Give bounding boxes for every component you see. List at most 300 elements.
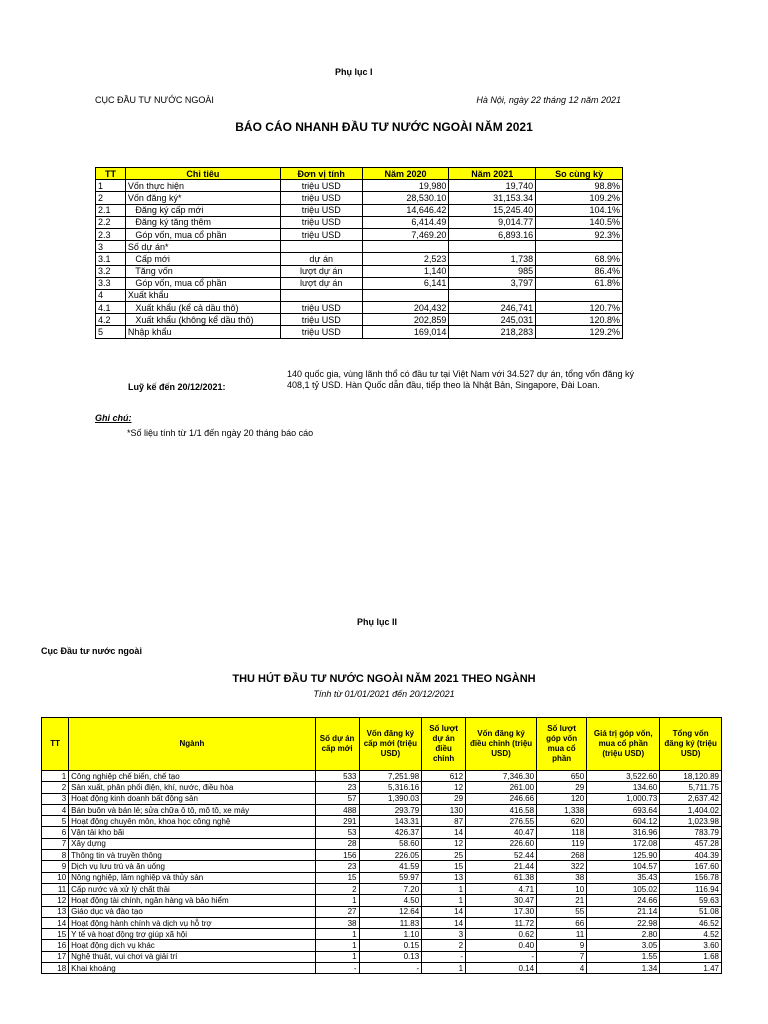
sector-cell: 1 [315,895,359,906]
sector-header-cell: TT [42,718,69,771]
summary-cell: 2.1 [96,204,126,216]
sector-cell: 3.60 [660,940,722,951]
sector-cell: 61.38 [466,872,537,883]
summary-cell: 140.5% [536,216,623,228]
summary-cell: 19,980 [362,180,449,192]
sector-cell: 1 [42,771,69,782]
summary-cell: 129.2% [536,326,623,338]
summary-cell: 92.3% [536,228,623,240]
sector-cell: - [359,963,422,974]
summary-header-cell: So cùng kỳ [536,168,623,180]
summary-cell: Góp vốn, mua cổ phần [125,228,280,240]
summary-cell: 120.7% [536,302,623,314]
sector-cell: 5 [42,816,69,827]
sector-cell: 783.79 [660,827,722,838]
sector-cell: - [466,951,537,962]
summary-cell: 9,014.77 [449,216,536,228]
sector-cell: 58.60 [359,838,422,849]
sector-cell: 11 [42,883,69,894]
summary-cell: 246,741 [449,302,536,314]
sector-cell: 167.60 [660,861,722,872]
cumulative-text: 140 quốc gia, vùng lãnh thổ có đầu tư tại Việt Nam với 34.527 dự án, tổng vốn đăng ký 408,1 tỷ USD. Hàn Quốc dẫn đầu, tiếp theo là Nhật Bản, Singapore, Đài Loan. [287,369,635,390]
sector-cell: 1,000.73 [587,793,660,804]
sector-cell: 3.05 [587,940,660,951]
summary-cell: 120.8% [536,314,623,326]
summary-cell: 86.4% [536,265,623,277]
summary-cell: dự án [280,253,362,265]
sector-cell: 1 [315,940,359,951]
summary-table [95,167,623,339]
sector-cell: 7,251.98 [359,771,422,782]
sector-cell: 18 [42,963,69,974]
sector-cell: 120 [537,793,587,804]
summary-cell: Xuất khẩu (không kể dầu thô) [125,314,280,326]
summary-cell: 61.8% [536,277,623,289]
sector-cell: 0.13 [359,951,422,962]
sector-cell: 416.58 [466,804,537,815]
sector-row [42,872,722,883]
summary-cell: 31,153.34 [449,192,536,204]
sector-row [42,861,722,872]
summary-cell: 4.2 [96,314,126,326]
sector-cell: 2.80 [587,929,660,940]
sector-cell: 322 [537,861,587,872]
sector-row [42,850,722,861]
sector-cell: 13 [42,906,69,917]
sector-cell: 17 [42,951,69,962]
summary-cell: triệu USD [280,204,362,216]
sector-cell: 28 [315,838,359,849]
sector-cell: 693.64 [587,804,660,815]
summary-cell: 6,893.16 [449,228,536,240]
summary-cell: 19,740 [449,180,536,192]
summary-cell: 2 [96,192,126,204]
sector-cell: 426.37 [359,827,422,838]
summary-cell: lượt dự án [280,277,362,289]
sector-cell: 5,316.16 [359,782,422,793]
sector-cell: 156 [315,850,359,861]
summary-row [96,253,623,265]
sector-cell: 29 [537,782,587,793]
summary-cell: 1,140 [362,265,449,277]
sector-cell: 246.66 [466,793,537,804]
sector-cell: 14 [422,827,466,838]
sector-cell: 3 [42,793,69,804]
summary-cell: 6,414.49 [362,216,449,228]
sector-cell: 59.63 [660,895,722,906]
sector-cell: Hoạt động kinh doanh bất động sản [69,793,316,804]
sector-cell: 0.15 [359,940,422,951]
sector-cell: 226.05 [359,850,422,861]
sector-cell: Công nghiệp chế biến, chế tạo [69,771,316,782]
summary-cell: 3.2 [96,265,126,277]
sector-cell: 404.39 [660,850,722,861]
summary-cell: 4 [96,289,126,301]
sector-cell: Sản xuất, phân phối điện, khí, nước, điều hòa [69,782,316,793]
summary-cell [536,289,623,301]
summary-cell: Nhập khẩu [125,326,280,338]
sector-cell: 30.47 [466,895,537,906]
sector-cell: 35.43 [587,872,660,883]
summary-header-cell: Năm 2020 [362,168,449,180]
sector-cell: 38 [315,917,359,928]
sector-cell: Khai khoáng [69,963,316,974]
sector-cell: 1 [315,929,359,940]
sector-cell: 293.79 [359,804,422,815]
summary-cell: triệu USD [280,314,362,326]
summary-row [96,302,623,314]
sector-cell: 134.60 [587,782,660,793]
sector-cell: 1.34 [587,963,660,974]
sector-cell: 59.97 [359,872,422,883]
sector-cell: 7 [42,838,69,849]
sector-cell: 4.50 [359,895,422,906]
sector-header-cell: Ngành [69,718,316,771]
sector-header-cell: Số lượt góp vốn mua cổ phần [537,718,587,771]
sector-cell: 21 [537,895,587,906]
sector-cell: 1,404.02 [660,804,722,815]
sector-row [42,906,722,917]
summary-row [96,204,623,216]
sector-cell: 226.60 [466,838,537,849]
sector-cell: 457.28 [660,838,722,849]
appendix2-org: Cục Đầu tư nước ngoài [41,646,142,656]
summary-header-cell: Chỉ tiêu [125,168,280,180]
sector-header-cell: Vốn đăng ký điều chỉnh (triệu USD) [466,718,537,771]
sector-cell: 51.08 [660,906,722,917]
sector-cell: 143.31 [359,816,422,827]
sector-cell: 29 [422,793,466,804]
sector-cell: Hoạt động chuyên môn, khoa học công nghệ [69,816,316,827]
sector-cell: Vận tải kho bãi [69,827,316,838]
sector-cell: Giáo dục và đào tạo [69,906,316,917]
summary-cell: 245,031 [449,314,536,326]
summary-cell: 218,283 [449,326,536,338]
summary-cell: 3.3 [96,277,126,289]
sector-cell: 3 [422,929,466,940]
sector-cell: Cấp nước và xử lý chất thải [69,883,316,894]
sector-cell: 2 [422,940,466,951]
sector-cell: 17.30 [466,906,537,917]
sector-cell: 6 [42,827,69,838]
sector-cell: 1.55 [587,951,660,962]
summary-cell: 985 [449,265,536,277]
summary-cell: 1 [96,180,126,192]
sector-cell: 14 [422,917,466,928]
appendix1-date: Hà Nội, ngày 22 tháng 12 năm 2021 [476,95,621,105]
appendix1-label: Phụ lục I [335,67,373,77]
sector-header-cell: Giá trị góp vốn, mua cổ phần (triệu USD) [587,718,660,771]
sector-cell: 3,522.60 [587,771,660,782]
summary-row [96,241,623,253]
sector-cell: - [315,963,359,974]
summary-cell: 5 [96,326,126,338]
sector-cell: 57 [315,793,359,804]
sector-cell: 10 [537,883,587,894]
sector-cell: 12.64 [359,906,422,917]
summary-cell: 7,469.20 [362,228,449,240]
sector-cell: 104.57 [587,861,660,872]
sector-cell: 156.78 [660,872,722,883]
sector-cell: 1 [422,963,466,974]
sector-cell: 105.02 [587,883,660,894]
sector-table [41,717,722,974]
summary-row [96,180,623,192]
summary-cell: triệu USD [280,180,362,192]
sector-cell: 268 [537,850,587,861]
sector-row [42,804,722,815]
summary-cell: triệu USD [280,302,362,314]
sector-cell: 24.66 [587,895,660,906]
sector-cell: 1.68 [660,951,722,962]
sector-cell: 8 [42,850,69,861]
sector-cell: 276.55 [466,816,537,827]
summary-row [96,192,623,204]
sector-cell: 55 [537,906,587,917]
sector-cell: 2 [315,883,359,894]
sector-cell: 1,390.03 [359,793,422,804]
appendix2-label: Phụ lục II [357,617,398,627]
sector-cell: Bán buôn và bán lẻ; sửa chữa ô tô, mô tô, xe máy [69,804,316,815]
sector-row [42,963,722,974]
note-label: Ghi chú: [95,413,132,423]
sector-row [42,929,722,940]
sector-cell: 41.59 [359,861,422,872]
sector-cell: 116.94 [660,883,722,894]
summary-cell: 1,738 [449,253,536,265]
summary-cell: 68.9% [536,253,623,265]
sector-cell: 40.47 [466,827,537,838]
summary-cell: 109.2% [536,192,623,204]
sector-cell: 87 [422,816,466,827]
sector-cell: 0.62 [466,929,537,940]
sector-cell: 15 [42,929,69,940]
sector-cell: 21.14 [587,906,660,917]
summary-header-cell: Năm 2021 [449,168,536,180]
summary-cell [449,289,536,301]
sector-cell: 7 [537,951,587,962]
sector-cell: 261.00 [466,782,537,793]
sector-row [42,940,722,951]
sector-cell: 12 [42,895,69,906]
sector-cell: 14 [42,917,69,928]
summary-cell: lượt dự án [280,265,362,277]
sector-cell: 119 [537,838,587,849]
sector-cell: 12 [422,838,466,849]
sector-cell: 21.44 [466,861,537,872]
summary-cell: Góp vốn, mua cổ phần [125,277,280,289]
sector-cell: 1.10 [359,929,422,940]
summary-cell: Xuất khẩu (kể cả dầu thô) [125,302,280,314]
sector-cell: 316.96 [587,827,660,838]
sector-row [42,771,722,782]
summary-cell: 202,859 [362,314,449,326]
summary-cell: 6,141 [362,277,449,289]
sector-cell: 130 [422,804,466,815]
summary-cell: 15,245.40 [449,204,536,216]
summary-row [96,216,623,228]
sector-cell: 25 [422,850,466,861]
summary-row [96,314,623,326]
sector-cell: 1 [422,895,466,906]
summary-cell [280,289,362,301]
summary-header-cell: Đơn vị tính [280,168,362,180]
sector-header-cell: Số lượt dự án điều chỉnh [422,718,466,771]
sector-cell: Nghệ thuật, vui chơi và giải trí [69,951,316,962]
sector-cell: 53 [315,827,359,838]
summary-header-cell: TT [96,168,126,180]
summary-cell: 3.1 [96,253,126,265]
sector-cell: 11.83 [359,917,422,928]
sector-cell: 1,338 [537,804,587,815]
summary-cell: 3 [96,241,126,253]
summary-cell: Vốn đăng ký* [125,192,280,204]
summary-cell: 28,530.10 [362,192,449,204]
sector-cell: 604.12 [587,816,660,827]
summary-cell: 3,797 [449,277,536,289]
summary-row [96,289,623,301]
sector-cell: Hoạt động hành chính và dịch vụ hỗ trợ [69,917,316,928]
sector-cell: Dịch vụ lưu trú và ăn uống [69,861,316,872]
sector-cell: 38 [537,872,587,883]
sector-cell: Nông nghiệp, lâm nghiệp và thủy sản [69,872,316,883]
sector-row [42,951,722,962]
sector-cell: 23 [315,782,359,793]
appendix2-subtitle: Tính từ 01/01/2021 đến 20/12/2021 [313,689,455,699]
sector-cell: Thông tin và truyền thông [69,850,316,861]
summary-cell: Số dự án* [125,241,280,253]
sector-cell: 66 [537,917,587,928]
sector-row [42,838,722,849]
note-text: *Số liệu tính từ 1/1 đến ngày 20 tháng báo cáo [127,428,314,438]
sector-cell: 2 [42,782,69,793]
sector-cell: 1 [315,951,359,962]
appendix2-title: THU HÚT ĐẦU TƯ NƯỚC NGOÀI NĂM 2021 THEO NGÀNH [232,673,536,685]
sector-cell: Hoạt động dịch vụ khác [69,940,316,951]
sector-cell: 291 [315,816,359,827]
summary-cell: 14,646.42 [362,204,449,216]
summary-cell: Đăng ký tăng thêm [125,216,280,228]
summary-cell: Cấp mới [125,253,280,265]
summary-row [96,277,623,289]
summary-cell: 4.1 [96,302,126,314]
summary-cell: triệu USD [280,228,362,240]
sector-cell: 0.40 [466,940,537,951]
summary-cell [280,241,362,253]
sector-cell: 650 [537,771,587,782]
sector-cell: 488 [315,804,359,815]
sector-cell: 4 [537,963,587,974]
sector-cell: 125.90 [587,850,660,861]
summary-cell [536,241,623,253]
sector-row [42,793,722,804]
sector-cell: 1 [422,883,466,894]
sector-row [42,917,722,928]
summary-cell: 2.2 [96,216,126,228]
sector-cell: 1,023.98 [660,816,722,827]
sector-row [42,883,722,894]
summary-cell: Đăng ký cấp mới [125,204,280,216]
sector-cell: 16 [42,940,69,951]
summary-cell: Xuất khẩu [125,289,280,301]
sector-cell: 10 [42,872,69,883]
sector-cell: 52.44 [466,850,537,861]
summary-row [96,265,623,277]
summary-cell: 204,432 [362,302,449,314]
summary-cell [362,289,449,301]
summary-cell [362,241,449,253]
sector-cell: 7,346.30 [466,771,537,782]
sector-cell: 0.14 [466,963,537,974]
sector-cell: Y tế và hoạt động trợ giúp xã hội [69,929,316,940]
sector-cell: 13 [422,872,466,883]
sector-cell: 620 [537,816,587,827]
summary-cell [449,241,536,253]
summary-cell: 169,014 [362,326,449,338]
sector-cell: 4 [42,804,69,815]
sector-header-cell: Số dự án cấp mới [315,718,359,771]
sector-cell: 18,120.89 [660,771,722,782]
sector-cell: 533 [315,771,359,782]
sector-cell: 9 [42,861,69,872]
sector-cell: 15 [422,861,466,872]
sector-cell: 118 [537,827,587,838]
summary-cell: 2,523 [362,253,449,265]
sector-row [42,816,722,827]
summary-cell: 98.8% [536,180,623,192]
sector-cell: 4.71 [466,883,537,894]
sector-cell: 7.20 [359,883,422,894]
summary-cell: Vốn thực hiện [125,180,280,192]
sector-cell: 612 [422,771,466,782]
sector-cell: 12 [422,782,466,793]
cumulative-label: Luỹ kế đến 20/12/2021: [128,382,226,392]
appendix1-title: BÁO CÁO NHANH ĐẦU TƯ NƯỚC NGOÀI NĂM 2021 [235,120,533,134]
sector-row [42,782,722,793]
sector-cell: Xây dựng [69,838,316,849]
sector-cell: 9 [537,940,587,951]
summary-row [96,326,623,338]
sector-header-cell: Vốn đăng ký cấp mới (triệu USD) [359,718,422,771]
sector-cell: 23 [315,861,359,872]
sector-cell: - [422,951,466,962]
summary-cell: triệu USD [280,192,362,204]
summary-cell: 104.1% [536,204,623,216]
sector-cell: 15 [315,872,359,883]
summary-cell: Tăng vốn [125,265,280,277]
sector-cell: 46.52 [660,917,722,928]
summary-cell: 2.3 [96,228,126,240]
sector-cell: 27 [315,906,359,917]
sector-cell: 14 [422,906,466,917]
sector-row [42,827,722,838]
summary-row [96,228,623,240]
sector-cell: 1.47 [660,963,722,974]
sector-cell: 5,711.75 [660,782,722,793]
summary-cell: triệu USD [280,216,362,228]
sector-cell: 2,637.42 [660,793,722,804]
sector-cell: 172.08 [587,838,660,849]
sector-cell: 11.72 [466,917,537,928]
sector-cell: Hoạt động tài chính, ngân hàng và bảo hiểm [69,895,316,906]
sector-row [42,895,722,906]
summary-cell: triệu USD [280,326,362,338]
sector-cell: 4.52 [660,929,722,940]
sector-header-cell: Tổng vốn đăng ký (triệu USD) [660,718,722,771]
appendix1-org: CỤC ĐẦU TƯ NƯỚC NGOÀI [95,95,214,105]
sector-cell: 11 [537,929,587,940]
sector-cell: 22.98 [587,917,660,928]
